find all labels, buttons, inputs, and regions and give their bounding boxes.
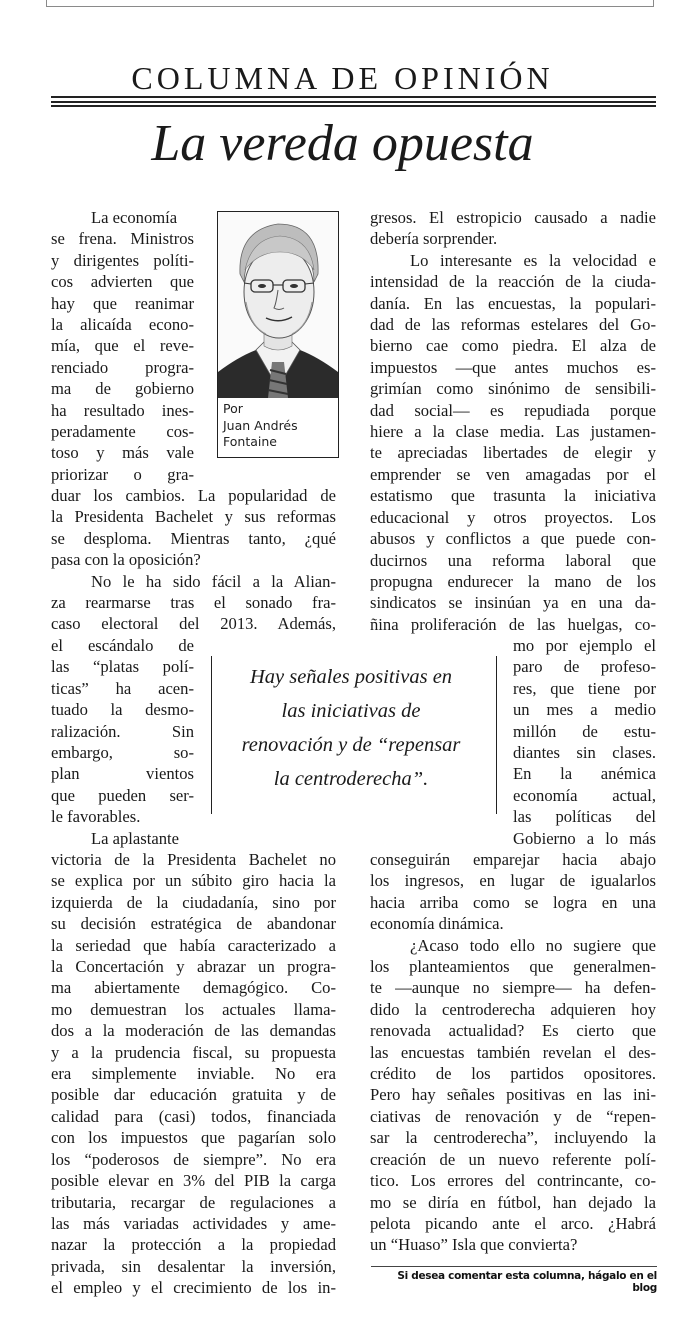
header-rule xyxy=(51,105,656,107)
text-line: el empleo y el crecimiento de los in- xyxy=(51,1278,336,1298)
text-line: la alicaída econo- xyxy=(51,315,194,335)
text-line: ¿Acaso todo ello no sugiere que xyxy=(410,935,656,955)
text-line: un mes a medio xyxy=(513,700,656,720)
text-line: ralización. Sin xyxy=(51,721,194,741)
text-line: el escándalo de xyxy=(51,636,194,655)
text-line: dad de las reformas estelares del Go- xyxy=(370,315,656,335)
text-line: res, que tiene por xyxy=(513,678,656,698)
left-column-body-2 xyxy=(51,635,194,849)
text-line: conseguirán emparejar hacia abajo xyxy=(370,850,656,869)
pull-quote-line: las iniciativas de xyxy=(281,700,421,722)
pullquote-left-rule xyxy=(211,656,212,814)
text-line: y dirigentes políti- xyxy=(51,250,194,270)
author-name-first: Juan Andrés xyxy=(223,417,298,433)
text-line: za rearmarse tras el sonado fra- xyxy=(51,593,336,613)
right-column-body-1 xyxy=(370,207,656,635)
text-line: victoria de la Presidenta Bachelet no xyxy=(51,850,336,869)
section-kicker: COLUMNA DE OPINIÓN xyxy=(131,60,554,96)
text-line: creación de un nuevo referente polí- xyxy=(370,1149,656,1169)
text-line: intensidad de la reacción de la ciuda- xyxy=(370,272,656,292)
text-line: La economía xyxy=(91,208,178,227)
text-line: era simplemente inviable. No era xyxy=(51,1064,336,1084)
text-line: pasa con la oposición? xyxy=(51,550,201,570)
text-line: un “Huaso” Isla que convierta? xyxy=(370,1235,578,1255)
text-line: educacional y otros proyectos. Los xyxy=(370,507,656,527)
text-line: ciativas de renovación y de “repen- xyxy=(370,1106,656,1126)
text-line: pelota picando ante el arco. ¿Habrá xyxy=(370,1213,656,1233)
text-line: las políticas del xyxy=(513,807,656,827)
text-line: crédito de los partidos opositores. xyxy=(370,1064,656,1084)
left-column-body-3 xyxy=(51,849,336,1299)
text-line: se frena. Ministros xyxy=(51,229,194,249)
text-line: los “poderosos de siempre”. No era xyxy=(51,1149,336,1169)
text-line: Pero hay señales positivas en las ini- xyxy=(370,1085,656,1105)
header-rule xyxy=(51,96,656,98)
text-line: propugna endurecer la mano de los xyxy=(370,571,656,591)
pullquote-right-rule xyxy=(496,656,497,814)
text-line: nazar la protección a la propiedad xyxy=(51,1235,336,1255)
text-line: te apreciadas libertades de elegir y xyxy=(370,443,656,463)
text-line: mo se diría en fútbol, han dejado la xyxy=(370,1192,656,1212)
text-line: embargo, so- xyxy=(51,743,194,763)
text-line: grimían como sinónimo de sensibili- xyxy=(370,379,656,399)
text-line: la Presidenta Bachelet y sus reformas xyxy=(51,507,336,527)
text-line: millón de estu- xyxy=(513,721,656,741)
text-line: Lo interesante es la velocidad e xyxy=(410,250,656,270)
text-line: diantes sin clases. xyxy=(513,743,656,763)
text-line: ha resultado ines- xyxy=(51,400,194,420)
footer-rule xyxy=(371,1266,657,1267)
text-line: gresos. El estropicio causado a nadie xyxy=(370,208,656,227)
text-line: En la anémica xyxy=(513,764,656,784)
text-line: duar los cambios. La popularidad de xyxy=(51,486,336,505)
text-line: te —aunque no siempre— ha defen- xyxy=(370,978,656,998)
text-line: posible dar educación gratuita y de xyxy=(51,1085,336,1105)
text-line: tributaria, recargar de regulaciones a xyxy=(51,1192,336,1212)
text-line: hiere a la clase media. Las justamen- xyxy=(370,422,656,442)
author-box xyxy=(217,211,339,458)
text-line: mo por ejemplo el xyxy=(513,636,656,655)
text-line: sar la centroderecha”, incluyendo la xyxy=(370,1128,656,1148)
text-line: su decisión estratégica de abandonar xyxy=(51,914,336,934)
pull-quote-line: Hay señales positivas en xyxy=(249,666,453,688)
text-line: con los impuestos que pagarían solo xyxy=(51,1128,336,1148)
right-column-body-2 xyxy=(513,635,656,849)
text-line: ticas” ha acen- xyxy=(51,678,194,698)
text-line: mía, que el reve- xyxy=(51,336,194,356)
text-line: ma de gobierno xyxy=(51,379,194,399)
text-line: economía dinámica. xyxy=(370,914,504,934)
text-line: posible elevar en 3% del PIB la carga xyxy=(51,1171,336,1191)
text-line: sindicatos se insinúan ya en una da- xyxy=(370,593,656,613)
text-line: paro de profeso- xyxy=(513,657,656,677)
text-line: economía actual, xyxy=(513,785,656,805)
right-column-body-3 xyxy=(370,849,656,1256)
text-line: los ingresos, en lugar de igualarlos xyxy=(370,871,656,891)
text-line: las “platas polí- xyxy=(51,657,194,677)
text-line: la seriedad que había caracterizado a xyxy=(51,935,336,955)
text-line: los planteamientos que generalmen- xyxy=(370,957,656,977)
text-line: plan vientos xyxy=(51,764,194,784)
text-line: la Concertación y abrazar un progra- xyxy=(51,957,336,977)
text-line: renciado progra- xyxy=(51,357,194,377)
text-line: las encuestas también revelan el des- xyxy=(370,1042,656,1062)
text-line: se explica por un súbito giro hacia la xyxy=(51,871,336,891)
top-frame-border xyxy=(46,0,654,7)
comment-blog-note[interactable]: Si desea comentar esta columna, hágalo en el blog xyxy=(397,1270,657,1294)
text-line: priorizar o gra- xyxy=(51,464,194,484)
text-line: emprender se ven amagadas por el xyxy=(370,464,656,484)
text-line: dido la centroderecha adquieren hoy xyxy=(370,999,656,1019)
text-line: toso y más vale xyxy=(51,443,194,463)
text-line: caso electoral del 2013. Además, xyxy=(51,614,336,634)
text-line: mo demuestran los actuales llama- xyxy=(51,999,336,1019)
text-line: dos a la moderación de las demandas xyxy=(51,1021,336,1041)
byline-por: Por xyxy=(223,401,243,416)
author-byline xyxy=(223,401,298,451)
text-line: que pueden ser- xyxy=(51,785,194,805)
text-line: tico. Los errores del contrincante, co- xyxy=(370,1171,656,1191)
text-line: danía. En las encuestas, la populari- xyxy=(370,293,656,313)
pull-quote xyxy=(222,660,480,815)
text-line: peradamente cos- xyxy=(51,422,194,442)
text-line: y a la prudencia fiscal, su propuesta xyxy=(51,1042,336,1062)
text-line: tuado la desmo- xyxy=(51,700,194,720)
author-portrait-icon xyxy=(218,212,338,398)
text-line: dad social— es repudiada porque xyxy=(370,400,656,420)
pull-quote-line: renovación y de “repensar xyxy=(241,734,461,756)
text-line: las más variadas actividades y ame- xyxy=(51,1213,336,1233)
text-line: renovada actualidad? Es cierto que xyxy=(370,1021,656,1041)
text-line: debería sorprender. xyxy=(370,229,498,249)
text-line: cos advierten que xyxy=(51,272,194,292)
header-rule xyxy=(51,101,656,103)
text-line: impuestos —que antes muchos es- xyxy=(370,357,656,377)
text-line: hacia arriba como se logra en una xyxy=(370,892,656,912)
text-line: Gobierno a lo más xyxy=(513,828,656,848)
text-line: ma abiertamente demagógico. Co- xyxy=(51,978,336,998)
text-line: privada, sin desalentar la inversión, xyxy=(51,1256,336,1276)
text-line: estatismo que trasunta la iniciativa xyxy=(370,486,656,506)
left-column-intro xyxy=(51,207,194,485)
author-name-last: Fontaine xyxy=(223,434,277,449)
text-line: izquierda de la ciudadanía, sino por xyxy=(51,892,336,912)
text-line: le favorables. xyxy=(51,807,141,827)
text-line: ducirnos una reforma laboral que xyxy=(370,550,656,570)
text-line: calidad para (casi) todos, financiada xyxy=(51,1106,336,1126)
text-line: No le ha sido fácil a la Alian- xyxy=(91,571,336,591)
pull-quote-line: la centroderecha”. xyxy=(273,768,429,790)
text-line: se desploma. Mientras tanto, ¿qué xyxy=(51,528,336,548)
text-line: ñina proliferación de las huelgas, co- xyxy=(370,614,656,634)
text-line: bierno cae como piedra. El alza de xyxy=(370,336,656,356)
text-line: La aplastante xyxy=(91,828,179,848)
left-column-body-1 xyxy=(51,485,336,635)
text-line: hay que reanimar xyxy=(51,293,194,313)
text-line: abusos y conflictos a que puede con- xyxy=(370,529,656,549)
article-title: La vereda opuesta xyxy=(151,115,534,172)
